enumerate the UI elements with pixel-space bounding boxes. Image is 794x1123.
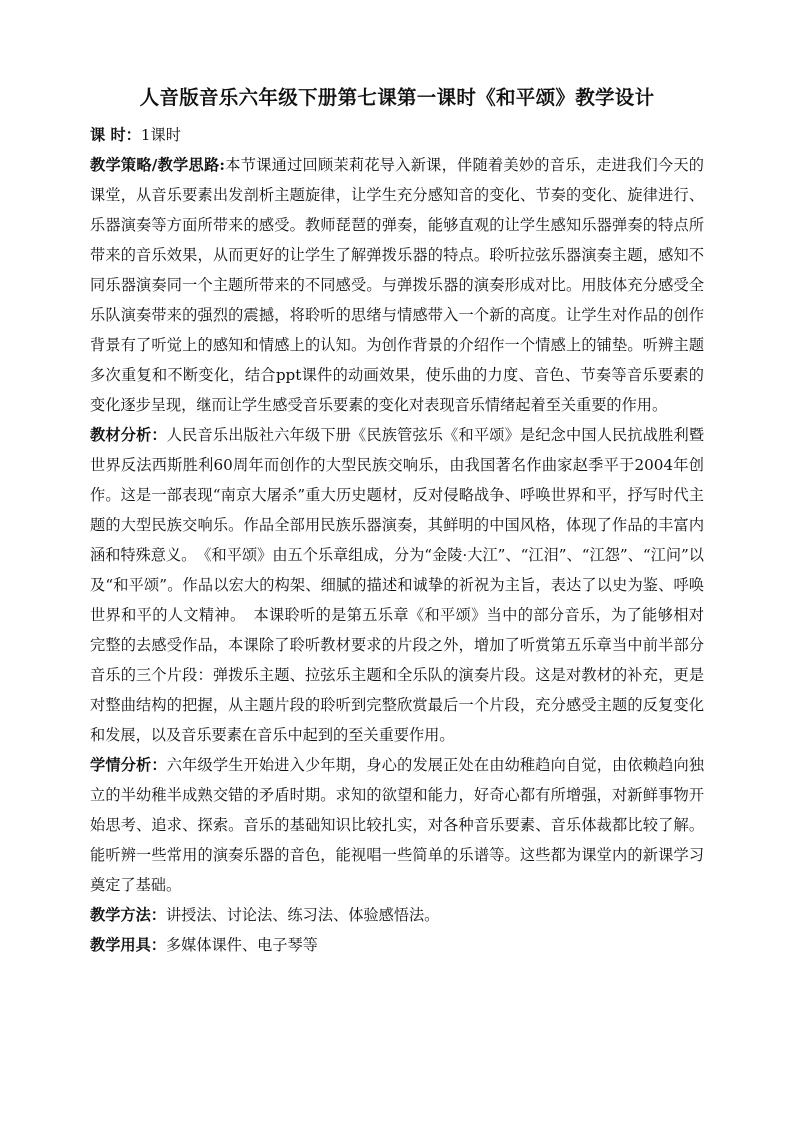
document-title: 人音版音乐六年级下册第七课第一课时《和平颂》教学设计 bbox=[139, 86, 655, 109]
learner-analysis-section bbox=[90, 750, 704, 900]
teaching-methods-text: 讲授法、讨论法、练习法、体验感悟法。 bbox=[165, 906, 440, 924]
document-page bbox=[90, 84, 704, 960]
material-analysis-label: 教材分析： bbox=[90, 426, 167, 444]
lesson-period-value: 1课时 bbox=[140, 126, 181, 144]
teaching-strategy-label: 教学策略/教学思路 bbox=[90, 156, 220, 174]
teaching-methods-section bbox=[90, 900, 704, 930]
lesson-period-label: 课 时： bbox=[90, 126, 141, 144]
teaching-methods-label: 教学方法： bbox=[90, 906, 166, 924]
learner-analysis-text: 六年级学生开始进入少年期，身心的发展正处在由幼稚趋向自觉，由依赖趋向独立的半幼稚半成熟交错的矛盾时期。求知的欲望和能力，好奇心都有所增强，对新鲜事物开始思考、追求、探索。音乐的基础知识比较扎实，对各种音乐要素、音乐体裁都比较了解。能听辨一些常用的演奏乐器的音色，能视唱一些简单的乐谱等。这些都为课堂内的新课学习奠定了基础。 bbox=[90, 756, 705, 894]
teaching-tools-text: 多媒体课件、电子琴等 bbox=[165, 936, 318, 954]
learner-analysis-label: 学情分析： bbox=[90, 756, 167, 774]
teaching-tools-label: 教学用具： bbox=[90, 936, 166, 954]
teaching-strategy-colon: : bbox=[219, 156, 226, 174]
teaching-tools-section bbox=[90, 930, 704, 960]
material-analysis-text: 人民音乐出版社六年级下册《民族管弦乐《和平颂》是纪念中国人民抗战胜利暨世界反法西斯胜利60周年而创作的大型民族交响乐，由我国著名作曲家赵季平于2004年创作。这是一部表现“南京大屠杀”重大历史题材，反对侵略战争、呼唤世界和平，抒写时代主题的大型民族交响乐。作品全部用民族乐器演奏，其鲜明的中国风格，体现了作品的丰富内涵和特殊意义。 《和平颂》由五个乐章组成，分为“金陵·大江”、“江泪”、“江怨”、“江问”以及“和平颂”。作品以宏大的构架、细腻的描述和诚挚的祈祝为主旨，表达了以史为鉴、呼唤世界和平的人文精神。 本课聆听的是第五乐章《和平颂》当中的部分音乐，为了能够相对完整的去感受作品，本课除了聆听教材要求的片段之外，增加了听赏第五乐章当中前半部分音乐的三个片段：弹拨乐主题、拉弦乐主题和全乐队的演奏片段。这是对教材的补充，更是对整曲结构的把握，从主题片段的聆听到完整欣赏最后一个片段，充分感受主题的反复变化和发展，以及音乐要素在音乐中起到的至关重要作用。 bbox=[90, 426, 705, 744]
material-analysis-section bbox=[90, 420, 704, 750]
teaching-strategy-text: 本节课通过回顾茉莉花导入新课，伴随着美妙的音乐，走进我们今天的课堂，从音乐要素出发剖析主题旋律，让学生充分感知音的变化、节奏的变化、旋律进行、乐器演奏等方面所带来的感受。教师琵琶的弹奏，能够直观的让学生感知乐器弹奏的特点所带来的音乐效果，从而更好的让学生了解弹拨乐器的特点。聆听拉弦乐器演奏主题，感知不同乐器演奏同一个主题所带来的不同感受。与弹拨乐器的演奏形成对比。用肢体充分感受全乐队演奏带来的强烈的震撼，将聆听的思绪与情感带入一个新的高度。让学生对作品的创作背景有了听觉上的感知和情感上的认知。为创作背景的介绍作一个情感上的铺垫。听辨主题多次重复和不断变化，结合ppt课件的动画效果，使乐曲的力度、音色、节奏等音乐要素的变化逐步呈现，继而让学生感受音乐要素的变化对表现音乐情绪起着至关重要的作用。 bbox=[90, 156, 704, 414]
teaching-strategy-section bbox=[90, 150, 704, 420]
lesson-period-row bbox=[90, 120, 704, 150]
